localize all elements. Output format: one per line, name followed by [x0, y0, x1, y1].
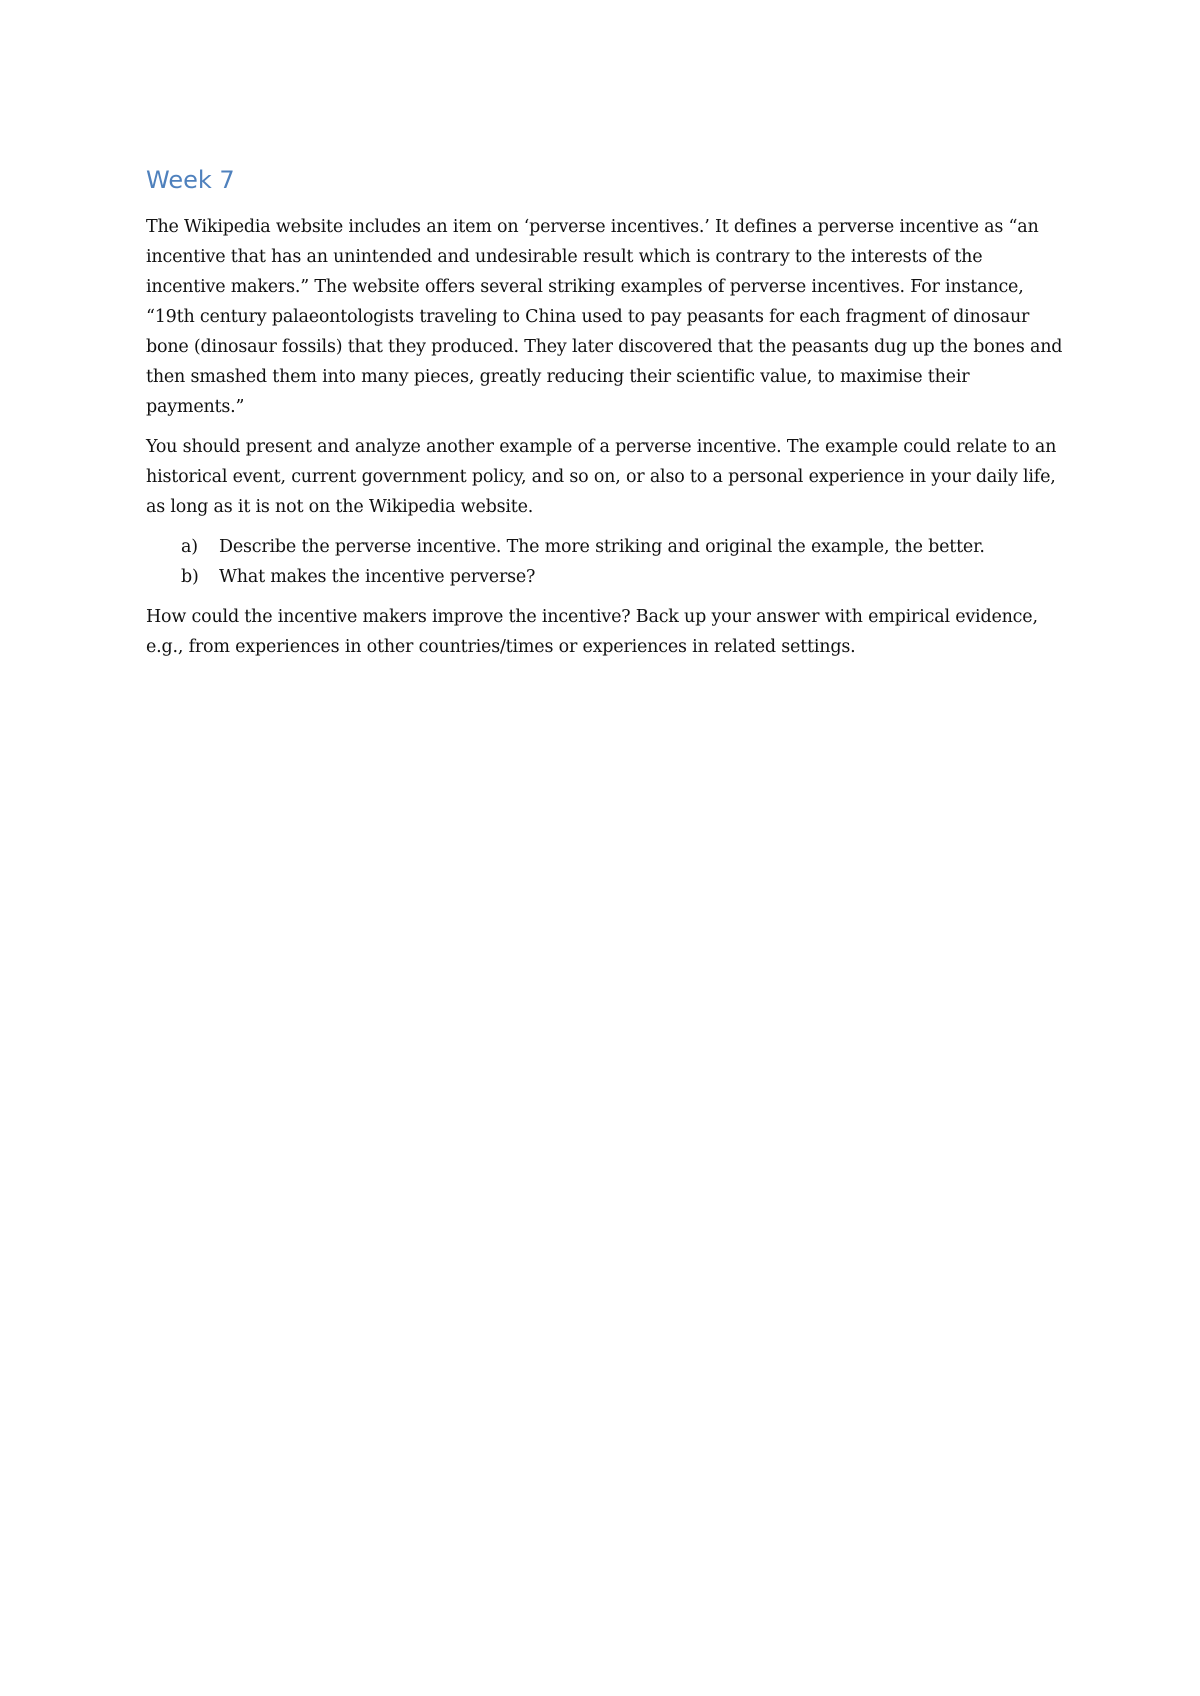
- list-item-text: What makes the incentive perverse?: [219, 567, 536, 587]
- list-marker: a): [181, 537, 198, 557]
- document-body: [146, 162, 1066, 672]
- task-paragraph: You should present and analyze another example of a perverse incentive. The example could relate to an historical event, current government policy, and so on, or also to a personal experience in your daily life, as long as it is not on the Wikipedia website.: [146, 437, 1057, 517]
- list-marker: b): [181, 567, 199, 587]
- question-list: [146, 532, 1066, 592]
- list-item-text: Describe the perverse incentive. The more striking and original the example, the better.: [219, 537, 985, 557]
- list-item: [146, 532, 1066, 562]
- list-item: [146, 562, 1066, 592]
- intro-paragraph: The Wikipedia website includes an item on ‘perverse incentives.’ It defines a perverse incentive as “an incentive that has an unintended and undesirable result which is contrary to the interests of the incentive makers.” The website offers several striking examples of perverse incentives. For instance, “19th century palaeontologists traveling to China used to pay peasants for each fragment of dinosaur bone (dinosaur fossils) that they produced. They later discovered that the peasants dug up the bones and then smashed them into many pieces, greatly reducing their scientific value, to maximise their payments.”: [146, 217, 1063, 417]
- closing-paragraph: How could the incentive makers improve the incentive? Back up your answer with empirical evidence, e.g., from experiences in other countries/times or experiences in related settings.: [146, 607, 1038, 657]
- page-title: Week 7: [146, 166, 235, 194]
